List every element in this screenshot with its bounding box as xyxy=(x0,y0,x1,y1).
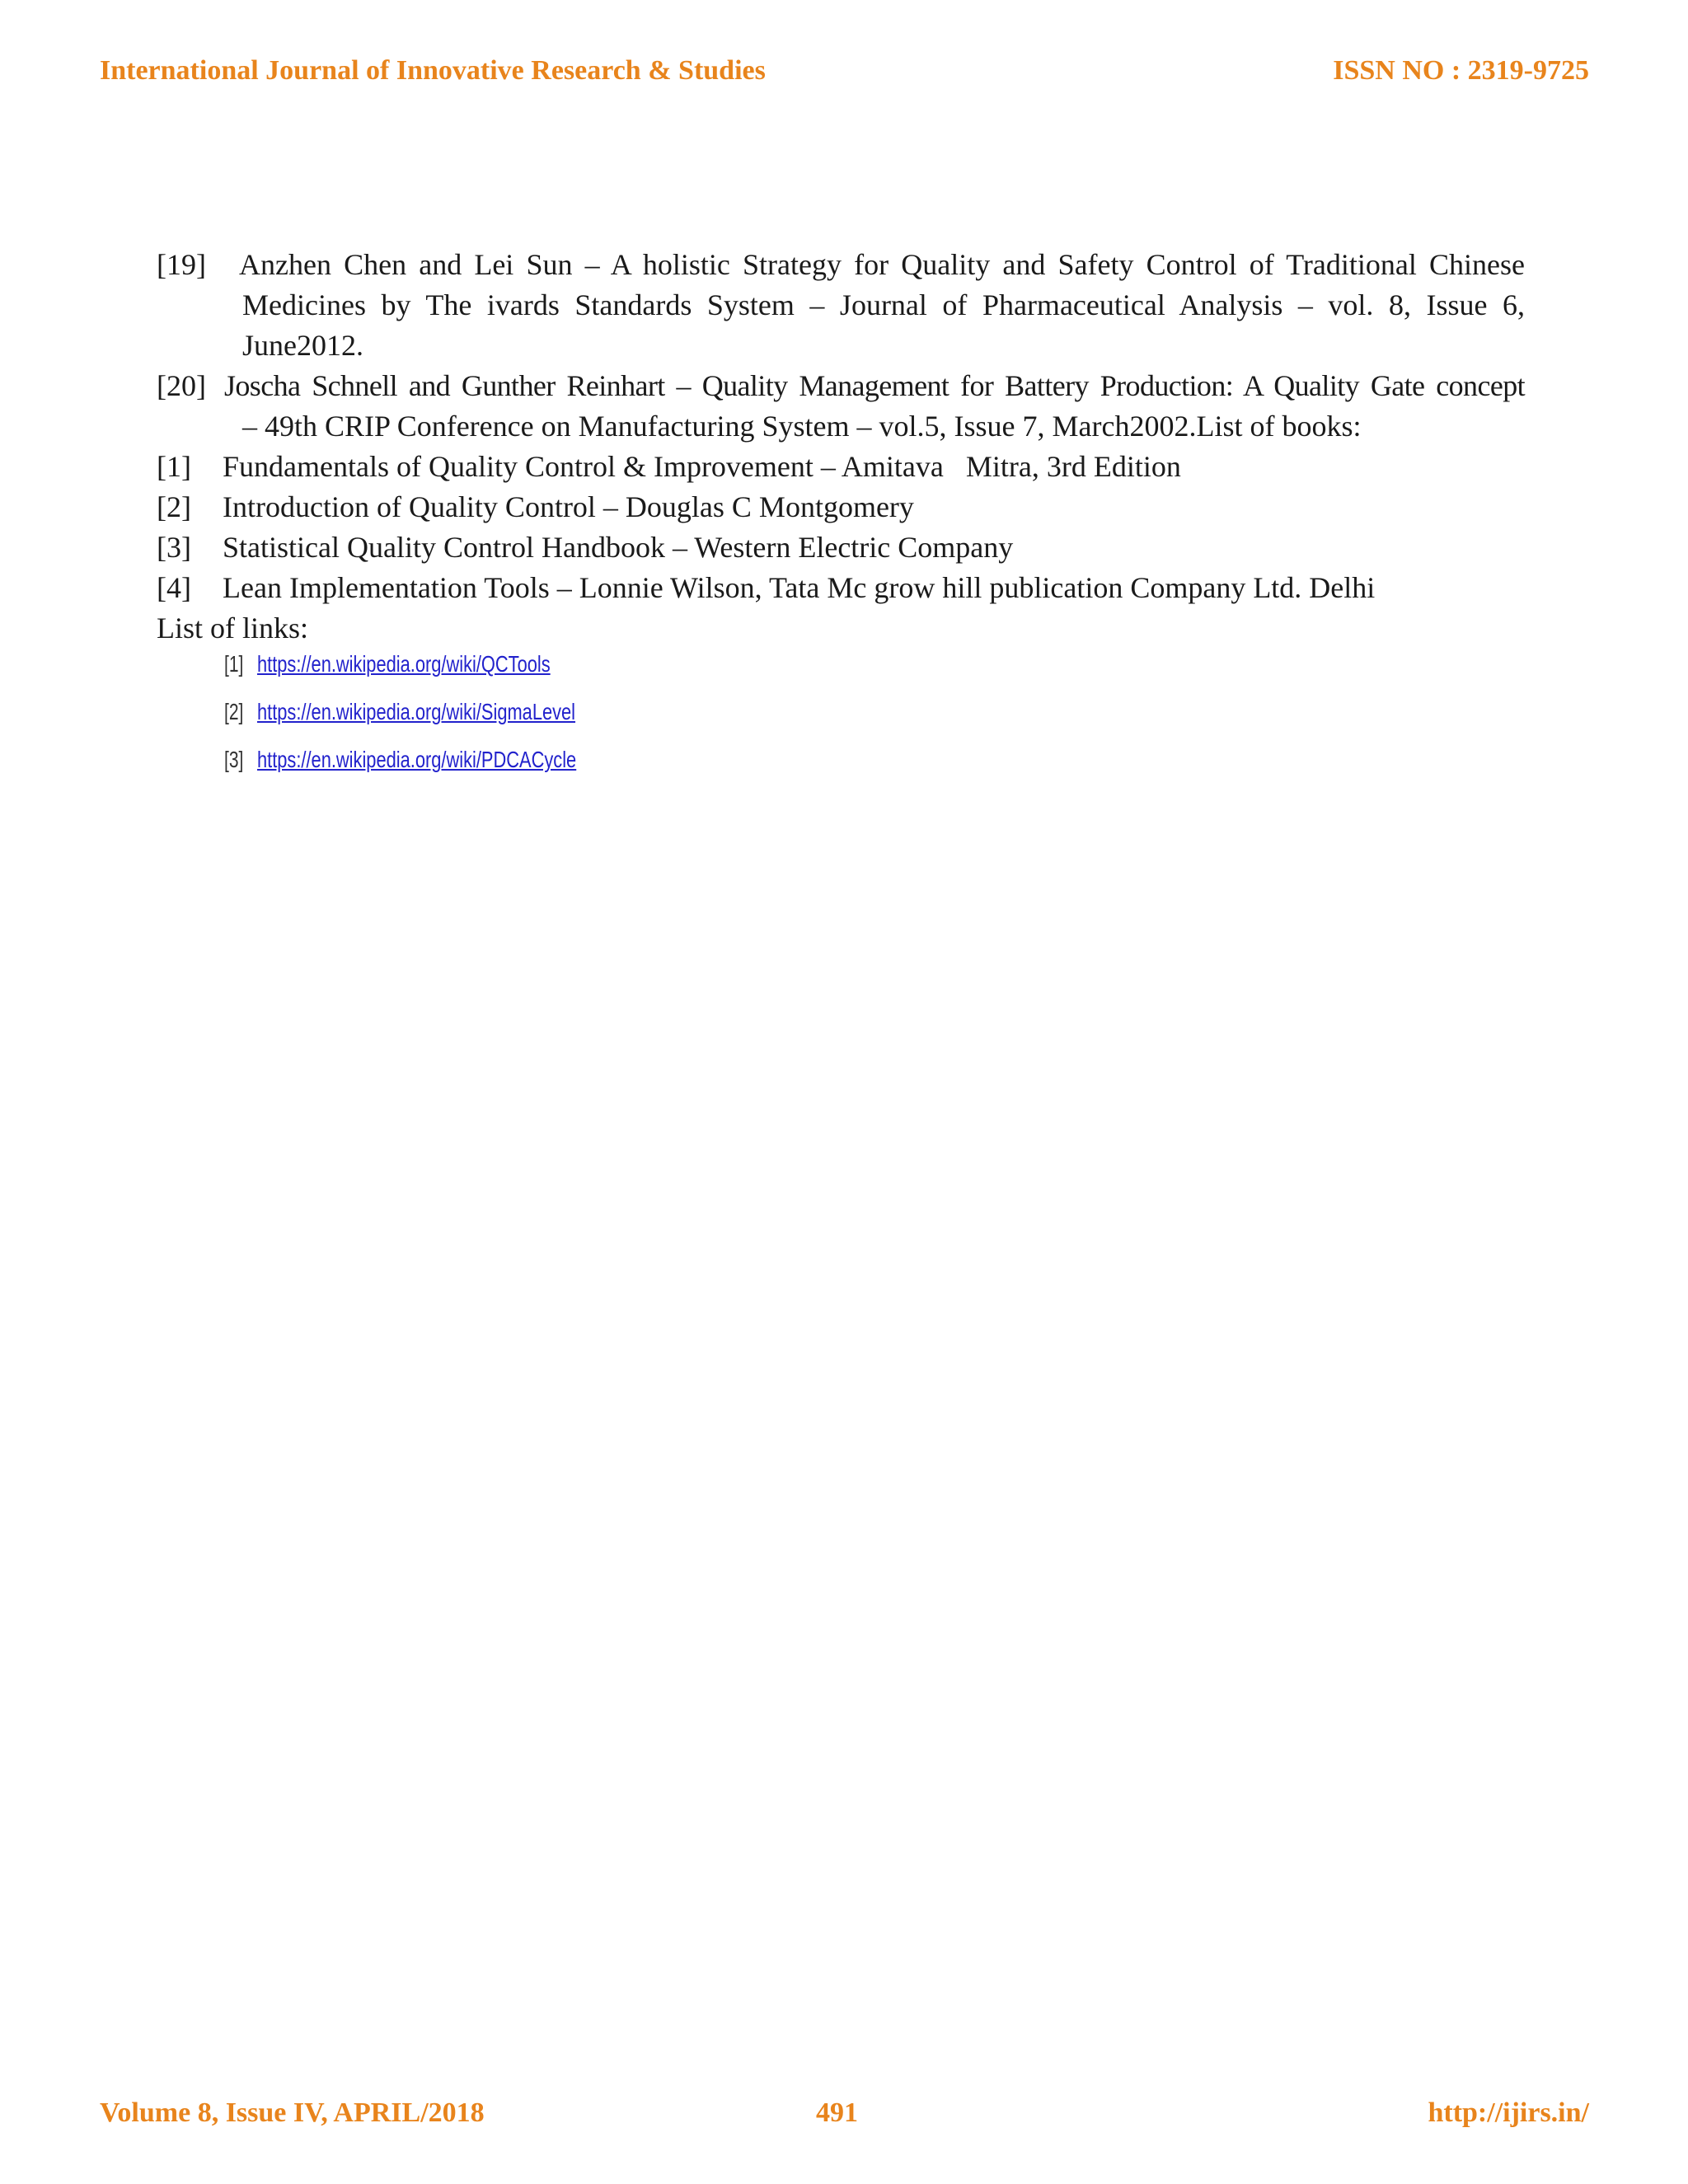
link-number: [3] xyxy=(224,747,244,772)
book-1 xyxy=(157,447,1525,487)
book-3 xyxy=(157,527,1525,568)
reference-number: [19] xyxy=(157,248,206,281)
reference-line: Joscha Schnell and Gunther Reinhart – Quality Management for Battery Production: A Quality Gate concept xyxy=(224,369,1525,402)
reference-19 xyxy=(157,245,1525,366)
reference-line: Anzhen Chen and Lei Sun – A holistic Strategy for Quality and Safety Control of Traditional Chinese xyxy=(239,248,1525,281)
reference-line: – 49th CRIP Conference on Manufacturing System – vol.5, Issue 7, March2002.List of books: xyxy=(242,410,1362,443)
links-heading xyxy=(157,608,1525,649)
link-number: [1] xyxy=(224,651,244,677)
links-heading-text: List of links: xyxy=(157,612,309,644)
journal-title: International Journal of Innovative Research & Studies xyxy=(100,55,766,86)
book-title: Statistical Quality Control Handbook – Western Electric Company xyxy=(223,531,1014,564)
link-number: [2] xyxy=(224,699,244,724)
reference-20 xyxy=(157,366,1525,447)
book-title: Lean Implementation Tools – Lonnie Wilson, Tata Mc grow hill publication Company Ltd. Delhi xyxy=(223,571,1376,604)
book-title: Fundamentals of Quality Control & Improvement – Amitava Mitra, 3rd Edition xyxy=(223,450,1181,483)
reference-line: June2012. xyxy=(242,329,363,362)
page-number: 491 xyxy=(816,2097,858,2128)
reference-line: Medicines by The ivards Standards System – Journal of Pharmaceutical Analysis – vol. 8, Issue 6, xyxy=(242,288,1525,321)
book-number: [2] xyxy=(157,490,191,523)
issn-number: ISSN NO : 2319-9725 xyxy=(1333,55,1589,86)
footer-volume: Volume 8, Issue IV, APRIL/2018 xyxy=(100,2097,485,2128)
link-qctools[interactable]: https://en.wikipedia.org/wiki/QCTools xyxy=(257,651,551,677)
link-sigmalevel[interactable]: https://en.wikipedia.org/wiki/SigmaLevel xyxy=(257,699,576,724)
book-number: [1] xyxy=(157,450,191,483)
book-4 xyxy=(157,568,1525,608)
footer-url[interactable]: http://ijirs.in/ xyxy=(1428,2097,1589,2128)
book-title: Introduction of Quality Control – Douglas C Montgomery xyxy=(223,490,914,523)
book-number: [4] xyxy=(157,571,191,604)
reference-number: [20] xyxy=(157,369,206,402)
book-2 xyxy=(157,487,1525,527)
reference-list xyxy=(157,245,1525,649)
book-number: [3] xyxy=(157,531,191,564)
link-pdcacycle[interactable]: https://en.wikipedia.org/wiki/PDCACycle xyxy=(257,747,577,772)
